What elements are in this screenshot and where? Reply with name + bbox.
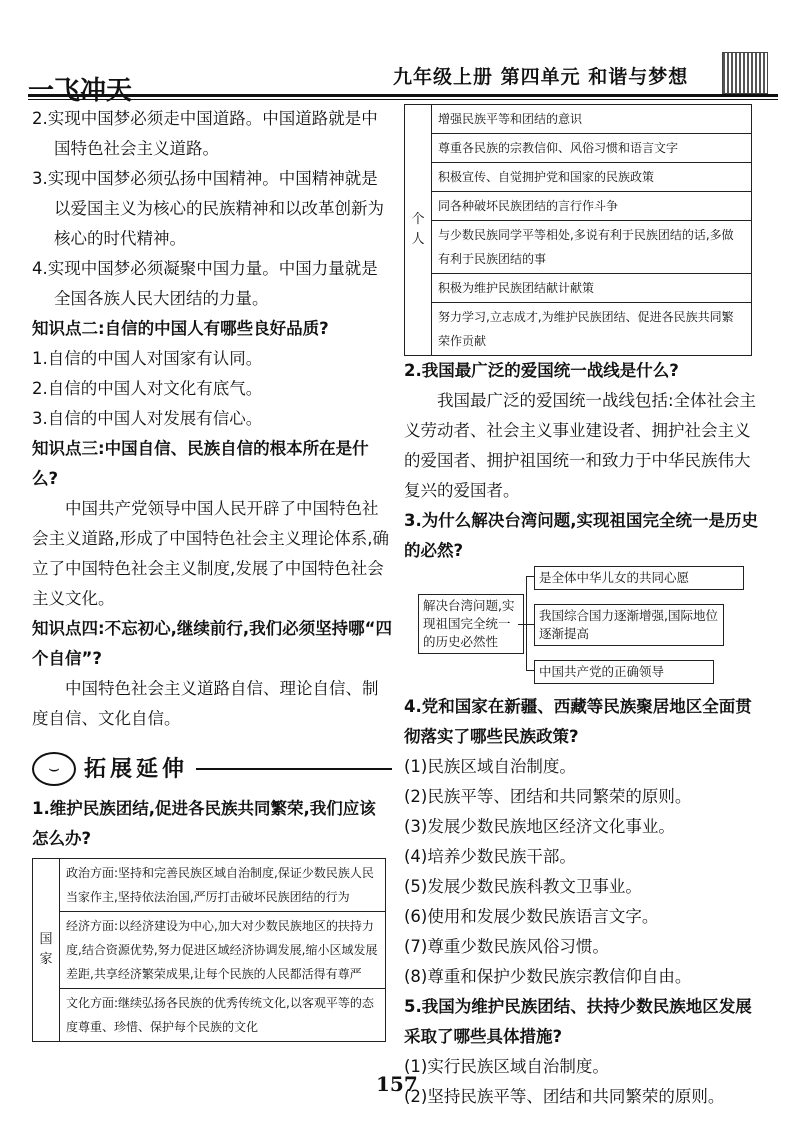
table-row bbox=[405, 134, 752, 163]
table-row bbox=[33, 989, 386, 1042]
list-item: 4.实现中国梦必须凝聚中国力量。中国力量就是全国各族人民大团结的力量。 bbox=[32, 259, 378, 308]
table-row bbox=[405, 221, 752, 274]
knowledge-point-2-heading: 知识点二:自信的中国人有哪些良好品质? bbox=[32, 319, 329, 338]
page-header-title: 九年级上册 第四单元 和谐与梦想 bbox=[393, 66, 689, 88]
list-item: (5)发展少数民族科教文卫事业。 bbox=[404, 877, 642, 896]
table-row bbox=[405, 105, 752, 134]
table-cell: 文化方面:继续弘扬各民族的优秀传统文化,以客观平等的态度尊重、珍惜、保护每个民族的文化 bbox=[60, 989, 386, 1042]
diagram-connector bbox=[518, 624, 526, 625]
table-cell: 努力学习,立志成才,为维护民族团结、促进各民族共同繁荣作贡献 bbox=[432, 303, 752, 356]
diagram-connector bbox=[526, 670, 534, 671]
list-item: (2)民族平等、团结和共同繁荣的原则。 bbox=[404, 787, 692, 806]
divider bbox=[196, 768, 392, 770]
nation-measures-table bbox=[32, 858, 386, 1042]
banner-title: 拓展延伸 bbox=[84, 756, 189, 782]
table-cell: 尊重各民族的宗教信仰、风俗习惯和语言文字 bbox=[432, 134, 752, 163]
diagram-branch: 中国共产党的正确领导 bbox=[534, 660, 714, 684]
page-number: 157 bbox=[376, 1072, 418, 1096]
left-column bbox=[32, 104, 392, 1042]
list-item: (6)使用和发展少数民族语言文字。 bbox=[404, 907, 659, 926]
knowledge-point-4-heading: 知识点四:不忘初心,继续前行,我们必须坚持哪“四个自信”? bbox=[32, 619, 392, 668]
knowledge-point-3-heading: 知识点三:中国自信、民族自信的根本所在是什么? bbox=[32, 439, 369, 488]
header-emblem-icon bbox=[722, 52, 768, 94]
list-item: (1)实行民族区域自治制度。 bbox=[404, 1057, 609, 1076]
list-item: 2.实现中国梦必须走中国道路。中国道路就是中国特色社会主义道路。 bbox=[32, 109, 378, 158]
diagram-connector bbox=[526, 624, 534, 625]
table-cell: 经济方面:以经济建设为中心,加大对少数民族地区的扶持力度,结合资源优势,努力促进区域经济协调发展,缩小区域发展差距,共享经济繁荣成果,让每个民族的人民都活得有尊严 bbox=[60, 912, 386, 989]
table-cell: 积极宣传、自觉拥护党和国家的民族政策 bbox=[432, 163, 752, 192]
extension-banner bbox=[32, 748, 392, 790]
knowledge-point-4-answer: 中国特色社会主义道路自信、理论自信、制度自信、文化自信。 bbox=[32, 679, 379, 728]
table-cell: 积极为维护民族团结献计献策 bbox=[432, 274, 752, 303]
diagram-connector bbox=[526, 576, 534, 577]
diagram-branch: 我国综合国力逐渐增强,国际地位逐渐提高 bbox=[534, 604, 724, 646]
table-head-cell: 国家 bbox=[33, 859, 60, 1042]
individual-measures-table bbox=[404, 104, 752, 356]
question-2: 2.我国最广泛的爱国统一战线是什么? bbox=[404, 361, 679, 380]
list-item: (8)尊重和保护少数民族宗教信仰自由。 bbox=[404, 967, 692, 986]
table-row bbox=[405, 303, 752, 356]
taiwan-diagram bbox=[404, 570, 764, 688]
table-cell: 政治方面:坚持和完善民族区域自治制度,保证少数民族人民当家作主,坚持依法治国,严厉打击破坏民族团结的行为 bbox=[60, 859, 386, 912]
list-item: (7)尊重少数民族风俗习惯。 bbox=[404, 937, 609, 956]
list-item: (3)发展少数民族地区经济文化事业。 bbox=[404, 817, 675, 836]
table-head-cell: 个人 bbox=[405, 105, 432, 356]
table-cell: 增强民族平等和团结的意识 bbox=[432, 105, 752, 134]
header-rule bbox=[28, 94, 778, 100]
list-item: (2)坚持民族平等、团结和共同繁荣的原则。 bbox=[404, 1087, 725, 1106]
question-2-answer: 我国最广泛的爱国统一战线包括:全体社会主义劳动者、社会主义事业建设者、拥护社会主义的爱国者、拥护祖国统一和致力于中华民族伟大复兴的爱国者。 bbox=[404, 391, 757, 500]
list-item: (4)培养少数民族干部。 bbox=[404, 847, 576, 866]
question-1: 1.维护民族团结,促进各民族共同繁荣,我们应该怎么办? bbox=[32, 799, 376, 848]
table-cell: 与少数民族同学平等相处,多说有利于民族团结的话,多做有利于民族团结的事 bbox=[432, 221, 752, 274]
list-item: (1)民族区域自治制度。 bbox=[404, 757, 576, 776]
brand-logo: 一飞冲天 bbox=[28, 76, 133, 106]
knowledge-point-3-answer: 中国共产党领导中国人民开辟了中国特色社会主义道路,形成了中国特色社会主义理论体系,确立了中国特色社会主义制度,发展了中国特色社会主义文化。 bbox=[32, 499, 389, 608]
diagram-branch: 是全体中华儿女的共同心愿 bbox=[534, 566, 744, 590]
diagram-bracket bbox=[526, 576, 527, 670]
table-row bbox=[405, 192, 752, 221]
question-5: 5.我国为维护民族团结、扶持少数民族地区发展采取了哪些具体措施? bbox=[404, 997, 752, 1046]
table-cell: 同各种破坏民族团结的言行作斗争 bbox=[432, 192, 752, 221]
right-column bbox=[404, 104, 764, 1112]
table-row bbox=[405, 274, 752, 303]
list-item: 3.自信的中国人对发展有信心。 bbox=[32, 409, 263, 428]
question-3: 3.为什么解决台湾问题,实现祖国完全统一是历史的必然? bbox=[404, 511, 759, 560]
swoosh-icon: ⌣ bbox=[32, 752, 76, 786]
list-item: 3.实现中国梦必须弘扬中国精神。中国精神就是以爱国主义为核心的民族精神和以改革创新为核心的时代精神。 bbox=[32, 169, 384, 248]
table-row bbox=[405, 163, 752, 192]
list-item: 2.自信的中国人对文化有底气。 bbox=[32, 379, 263, 398]
question-4: 4.党和国家在新疆、西藏等民族聚居地区全面贯彻落实了哪些民族政策? bbox=[404, 697, 752, 746]
list-item: 1.自信的中国人对国家有认同。 bbox=[32, 349, 263, 368]
diagram-root: 解决台湾问题,实现祖国完全统一的历史必然性 bbox=[418, 594, 524, 654]
table-row bbox=[33, 859, 386, 912]
table-row bbox=[33, 912, 386, 989]
